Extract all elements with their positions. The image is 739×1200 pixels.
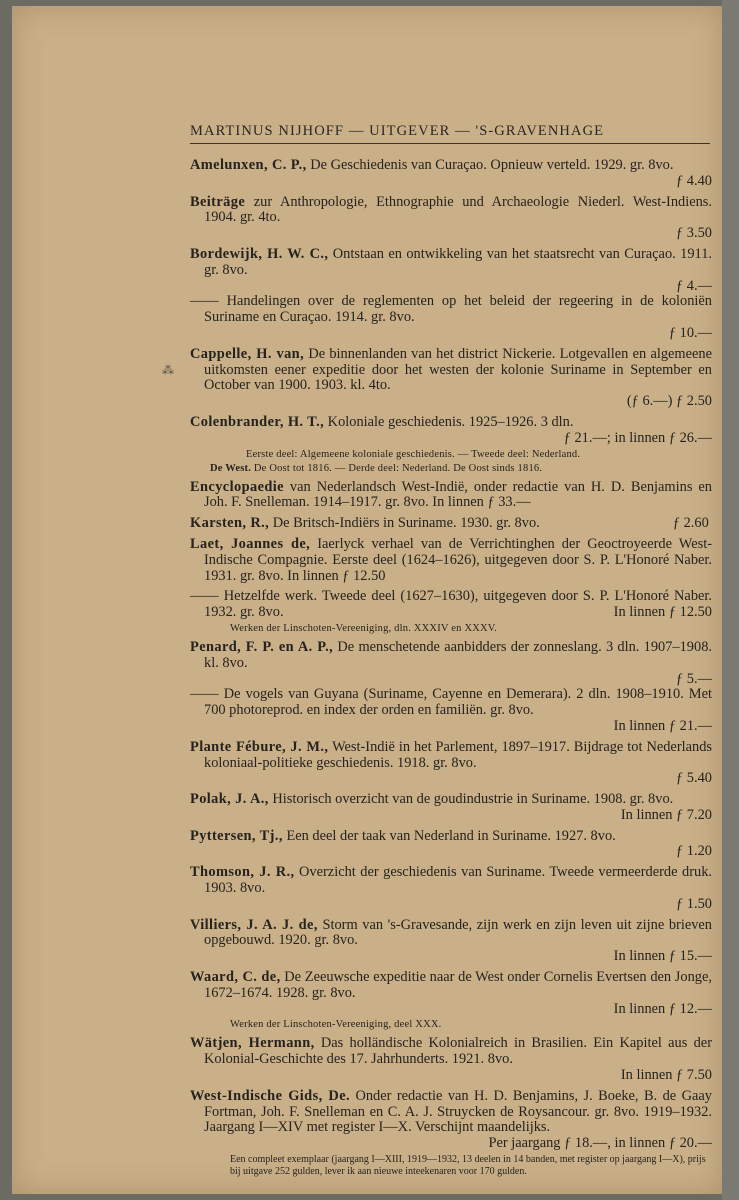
entry-price: In linnen ƒ 12.50 — [613, 604, 712, 621]
entry-text: De Zeeuwsche expeditie naar de West onder Cornelis Evertsen den Jonge, 1672–1674. 1928. gr. 8vo. — [204, 969, 712, 1001]
entry-price: ƒ 5.40 — [676, 770, 712, 787]
catalog-entry — [190, 415, 712, 447]
catalog-entry — [190, 970, 712, 1017]
entry-text: Overzicht der geschiedenis van Suriname. Tweede vermeerderde druk. 1903. 8vo. — [204, 864, 712, 897]
catalog-entry — [190, 537, 712, 584]
series-note — [210, 463, 712, 475]
entry-text: —— Hetzelfde werk. Tweede deel (1627–1630), uitgegeven door S. P. L'Honoré Naber. 1932. gr. 8vo. — [190, 588, 712, 621]
publisher-header: MARTINUS NIJHOFF — UITGEVER — 'S-GRAVENHAGE — [190, 123, 710, 144]
entry-text: De menschetende aanbidders der zonneslang. 3 dln. 1907–1908. kl. 8vo. — [204, 638, 712, 671]
entry-author: Amelunxen, C. P., — [190, 157, 307, 173]
entry-text: Storm van 's-Gravesande, zijn werk en zijn leven uit zijne brieven opgebouwd. 1920. gr. 8vo. — [204, 916, 712, 949]
entry-price: ƒ 4.— — [676, 277, 712, 294]
entry-text: Onder redactie van H. D. Benjamins, J. Boeke, B. de Gaay Fortman, Joh. F. Snelleman en C. A. J. Struycken de Roysancour. gr. 8vo. 1919–1932. Jaargang I—XIV met register I—X. Verschijnt maandelijks. — [204, 1087, 712, 1136]
entry-price: Per jaargang ƒ 18.—, in linnen ƒ 20.— — [488, 1135, 712, 1152]
entry-price: ƒ 4.40 — [676, 172, 712, 189]
catalog-entry — [190, 640, 712, 687]
catalog-entry — [190, 1036, 712, 1083]
subscription-note: Een compleet exemplaar (jaargang I—XIII, 1919—1932, 13 deelen in 14 banden, met register op jaargang I—X), prijs bij uitgave 252 gulden, lever ik aan nieuwe inteekenaren voor 170 gulden. — [230, 1154, 706, 1177]
entry-text: —— Handelingen over de reglementen op het beleid der regeering in de koloniën Suriname en Curaçao. 1914. gr. 8vo. — [190, 293, 712, 326]
catalog-entry — [190, 740, 712, 787]
scan-edge — [722, 0, 739, 1200]
entry-author: Karsten, R., — [190, 515, 270, 532]
entry-author: Beiträge — [190, 193, 246, 210]
margin-mark: ⁂ — [162, 363, 174, 377]
catalog-entry — [190, 792, 712, 824]
entry-text: De Geschiedenis van Curaçao. Opnieuw verteld. 1929. gr. 8vo. — [306, 157, 674, 173]
entry-author: Laet, Joannes de, — [190, 535, 311, 552]
entry-author: Thomson, J. R., — [190, 864, 295, 881]
entry-price: ƒ 2.60 — [672, 515, 709, 532]
entry-text: Ontstaan en ontwikkeling van het staatsrecht van Curaçao. 1911. gr. 8vo. — [204, 245, 712, 278]
entry-price: ƒ 3.50 — [676, 225, 712, 242]
entry-price: ƒ 5.— — [676, 670, 712, 687]
series-note: Werken der Linschoten-Vereeniging, deel XXX. — [230, 1019, 442, 1031]
catalog-entry — [190, 516, 712, 532]
catalog-subentry — [190, 687, 712, 734]
entry-price: In linnen ƒ 12.— — [613, 1000, 712, 1017]
entry-text: Das holländische Kolonialreich in Brasilien. Ein Kapitel aus der Kolonial-Geschichte des 17. Jahrhunderts. 1921. 8vo. — [204, 1035, 712, 1068]
entry-price: ƒ 1.50 — [676, 895, 712, 912]
entry-text: West-Indië in het Parlement, 1897–1917. Bijdrage tot Nederlands koloniaal-politieke geschiedenis. 1918. gr. 8vo. — [204, 738, 712, 771]
entry-author: Pyttersen, Tj., — [190, 827, 283, 844]
entry-text: zur Anthropologie, Ethnographie und Archaeologie Niederl. West-Indiens. 1904. gr. 4to. — [204, 193, 712, 226]
entry-price: In linnen ƒ 21.— — [613, 717, 712, 734]
series-note: Werken der Linschoten-Vereeniging, dln. XXXIV en XXXV. — [230, 622, 498, 634]
entry-price: In linnen ƒ 15.— — [613, 948, 712, 965]
note-bold: De West. — [210, 462, 252, 474]
catalog-entry — [190, 829, 712, 861]
entry-author: Polak, J. A., — [190, 791, 269, 808]
entry-author: Wätjen, Hermann, — [190, 1035, 315, 1052]
catalog-entry — [190, 1089, 712, 1152]
entry-text: Historisch overzicht van de goudindustrie in Suriname. 1908. gr. 8vo. — [268, 791, 674, 808]
entry-price: In linnen ƒ 7.50 — [620, 1067, 712, 1084]
catalog-entry — [190, 247, 712, 294]
catalog-entry — [190, 195, 712, 242]
catalog-entry — [190, 865, 712, 912]
entry-text: —— De vogels van Guyana (Suriname, Cayenne en Demerara). 2 dln. 1908–1910. Met 700 photoreprod. en index der orden en familiën. gr. 8vo. — [190, 686, 712, 719]
entry-text: Koloniale geschiedenis. 1925–1926. 3 dln. — [324, 413, 574, 430]
entry-author: Cappelle, H. van, — [190, 345, 305, 362]
entry-author: Plante Fébure, J. M., — [190, 738, 329, 755]
catalog-entry — [190, 918, 712, 965]
entry-author: Penard, F. P. en A. P., — [190, 638, 334, 655]
catalog-subentry — [190, 294, 712, 341]
entry-author: Encyclopaedie — [190, 478, 284, 495]
entry-text: Iaerlyck verhael van de Verrichtinghen der Geoctroyeerde West-Indische Compagnie. Eerste deel (1624–1626), uitgegeven door S. P. L'Honoré Naber. 1931. gr. 8vo. In linnen ƒ 12.50 — [204, 535, 713, 584]
entry-text: van Nederlandsch West-Indië, onder redactie van H. D. Benjamins en Joh. F. Snelleman. 1914–1917. gr. 8vo. In linnen ƒ 33.— — [204, 478, 712, 511]
entry-price: In linnen ƒ 7.20 — [620, 806, 712, 823]
catalog-entry — [190, 158, 712, 190]
catalog-entry — [190, 347, 712, 410]
entry-author: Colenbrander, H. T., — [190, 413, 325, 430]
entry-text: De Britsch-Indiërs in Suriname. 1930. gr. 8vo. — [269, 515, 540, 532]
entry-price: ƒ 1.20 — [676, 843, 712, 860]
entry-text: De binnenlanden van het district Nickerie. Lotgevallen en algemeene uitkomsten eener expeditie door het westen der kolonie Suriname in September en October van 1900. 1903. kl. 4to. — [204, 345, 712, 394]
catalog-subentry — [190, 589, 712, 621]
series-note: Eerste deel: Algemeene koloniale geschiedenis. — Tweede deel: Nederland. — [246, 448, 581, 460]
entry-author: Waard, C. de, — [190, 969, 281, 986]
entry-author: Villiers, J. A. J. de, — [190, 916, 318, 933]
entry-author: Bordewijk, H. W. C., — [190, 245, 329, 262]
catalog-entry — [190, 480, 712, 512]
entry-text: Een deel der taak van Nederland in Suriname. 1927. 8vo. — [282, 827, 616, 844]
note-text: De Oost tot 1816. — Derde deel: Nederland. De Oost sinds 1816. — [251, 462, 543, 474]
catalog-list — [190, 158, 712, 1177]
entry-price: (ƒ 6.—) ƒ 2.50 — [626, 393, 712, 410]
entry-price: ƒ 10.— — [668, 324, 712, 341]
entry-author: West-Indische Gids, De. — [190, 1087, 351, 1104]
entry-price: ƒ 21.—; in linnen ƒ 26.— — [563, 429, 712, 446]
